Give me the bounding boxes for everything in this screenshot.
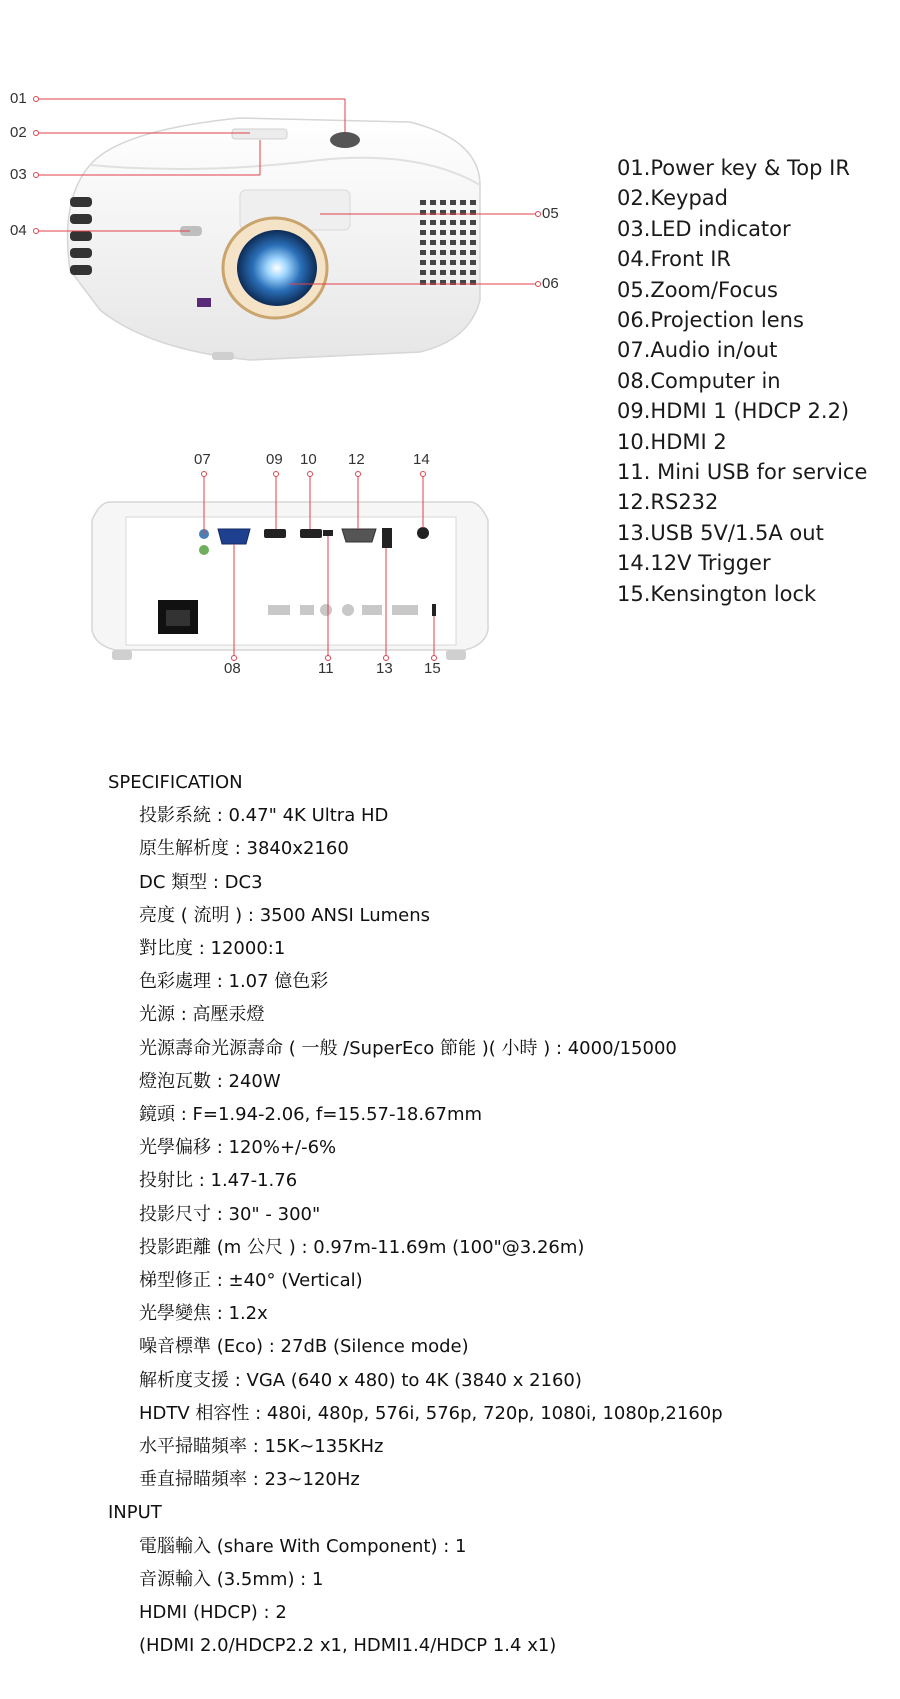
input-row: HDMI (HDCP) : 2 [139,1602,287,1624]
input-row: 音源輸入 (3.5mm) : 1 [139,1568,324,1590]
usb-port [382,528,392,548]
legend-item: 15.Kensington lock [617,581,817,606]
legend-item: 11. Mini USB for service [617,460,868,485]
legend-item: 13.USB 5V/1.5A out [617,520,824,545]
input-row: 電腦輸入 (share With Component) : 1 [139,1535,467,1557]
input-row: (HDMI 2.0/HDCP2.2 x1, HDMI1.4/HDCP 1.4 x1) [139,1635,557,1657]
spec-row: 解析度支援 : VGA (640 x 480) to 4K (3840 x 2160) [139,1369,582,1391]
keypad [232,129,287,139]
spec-row: 原生解析度 : 3840x2160 [139,838,349,860]
hdmi-1-port [264,529,286,538]
callout-01: 01 [10,90,27,107]
projector-rear-illustration [0,440,520,690]
spec-row: 光源 : 高壓汞燈 [139,1004,265,1026]
callout-03: 03 [10,166,27,183]
spec-row: 投影系統 : 0.47" 4K Ultra HD [139,805,389,827]
spec-row: 光源壽命光源壽命 ( 一般 /SuperEco 節能 )( 小時 ) : 4000/15000 [139,1037,677,1059]
audio-out-jack [199,545,209,555]
hdmi-2-port [300,529,322,538]
callout-09: 09 [266,451,283,468]
spec-row: 投影尺寸 : 30" - 300" [139,1203,321,1225]
power-key [330,132,360,148]
projector-front-illustration [0,0,600,400]
spec-row: 噪音標準 (Eco) : 27dB (Silence mode) [139,1336,469,1358]
spec-row: 梯型修正 : ±40° (Vertical) [139,1270,363,1292]
callout-11: 11 [318,660,334,677]
legend-item: 02.Keypad [617,186,728,211]
trigger-jack [417,527,429,539]
input-heading: INPUT [108,1502,162,1524]
callout-12: 12 [348,451,365,468]
spec-row: 燈泡瓦數 : 240W [139,1070,281,1092]
legend-item: 12.RS232 [617,490,719,515]
legend-item: 08.Computer in [617,368,781,393]
callout-14: 14 [413,451,430,468]
spec-row: 投影距離 (m 公尺 ) : 0.97m-11.69m (100"@3.26m) [139,1236,585,1258]
specification-list [108,766,723,1662]
callout-06: 06 [542,275,559,292]
spec-row: 投射比 : 1.47-1.76 [139,1170,298,1192]
legend-item: 07.Audio in/out [617,338,778,363]
legend-item: 01.Power key & Top IR [617,156,850,180]
legend-item: 03.LED indicator [617,216,791,241]
legend-item: 06.Projection lens [617,308,804,333]
vga-port [218,529,250,544]
spec-row: 對比度 : 12000:1 [139,938,286,960]
legend-item: 05.Zoom/Focus [617,277,778,302]
mini-usb-port [323,530,333,536]
spec-heading: SPECIFICATION [108,772,243,793]
callout-13: 13 [376,660,393,677]
callout-05: 05 [542,205,559,222]
spec-row: 水平掃瞄頻率 : 15K~135KHz [139,1436,384,1458]
spec-row: 色彩處理 : 1.07 億色彩 [139,971,329,993]
spec-row: 光學偏移 : 120%+/-6% [139,1137,337,1159]
feature-legend [617,153,867,609]
spec-row: HDTV 相容性 : 480i, 480p, 576i, 576p, 720p, 1080i, 1080p,2160p [139,1402,723,1424]
spec-row: 光學變焦 : 1.2x [139,1303,268,1325]
kensington-lock [432,604,436,616]
callout-15: 15 [424,660,441,677]
rs232-port [342,529,376,542]
callout-08: 08 [224,660,241,677]
legend-item: 14.12V Trigger [617,551,771,576]
legend-item: 04.Front IR [617,247,731,272]
spec-row: DC 類型 : DC3 [139,871,263,893]
spec-row: 亮度 ( 流明 ) : 3500 ANSI Lumens [139,904,430,926]
callout-04: 04 [10,222,27,239]
projection-lens [237,230,317,306]
spec-row: 鏡頭 : F=1.94-2.06, f=15.57-18.67mm [139,1104,483,1126]
legend-item: 10.HDMI 2 [617,429,727,454]
callout-10: 10 [300,451,317,468]
legend-item: 09.HDMI 1 (HDCP 2.2) [617,399,850,424]
callout-02: 02 [10,124,27,141]
callout-07: 07 [194,451,211,468]
spec-row: 垂直掃瞄頻率 : 23~120Hz [139,1469,360,1491]
